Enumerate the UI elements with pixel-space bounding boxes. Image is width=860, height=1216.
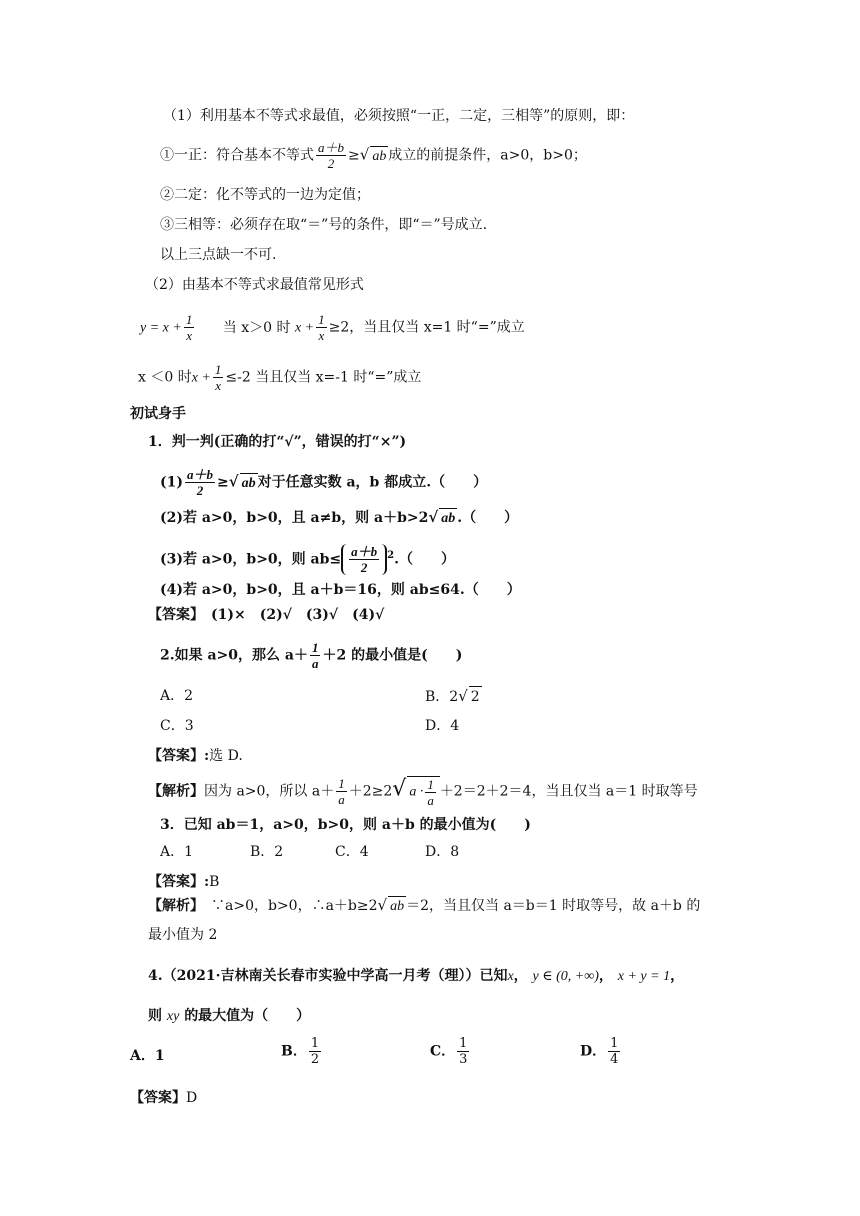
line-8 — [138, 362, 421, 393]
analysis-3-cont: 最小值为 2 — [148, 927, 218, 943]
option-4a[interactable]: A．1 — [130, 1048, 165, 1064]
line-3: ②二定：化不等式的一边为定值； — [160, 187, 370, 203]
line-2-text-a: ①一正：符合基本不等式 — [160, 147, 314, 164]
x-plus: x + — [294, 320, 315, 336]
question-1: 1．判一判(正确的打“√”，错误的打“×”) — [148, 434, 407, 450]
answer-1: 【答案】 (1)× (2)√ (3)√ (4)√ — [148, 607, 385, 623]
option-4d[interactable]: D． $\frac{1}{4}$ — [580, 1036, 619, 1067]
option-4c[interactable]: C． $\frac{1}{3}$ — [430, 1036, 468, 1067]
answer-4: 【答案】D — [130, 1090, 198, 1106]
y-equals: y = x + — [140, 320, 182, 336]
line-2-text-b: 成立的前提条件，a>0，b>0； — [388, 147, 587, 164]
line-4: ③三相等：必须存在取“＝”号的条件，即“＝”号成立. — [160, 217, 488, 233]
line-2 — [160, 140, 587, 171]
fraction-1-over-x-2: $\frac{1}{x}$ — [318, 312, 325, 343]
option-3a[interactable]: A．1 — [160, 844, 194, 860]
analysis-3: 【解析】 ∵a>0，b>0，∴a＋b≥2√ ab ＝2，当且仅当 a＝b＝1 时取等号，故 a＋b 的 — [148, 895, 700, 917]
fraction-apb-over-2: $\frac{a+b}{2}$ — [318, 140, 345, 171]
sqrt-icon: √ — [228, 472, 239, 491]
option-4b[interactable]: B． $\frac{1}{2}$ — [281, 1036, 320, 1067]
ge-sign: ≥ — [348, 147, 360, 164]
fraction-1-over-x: $\frac{1}{x}$ — [185, 312, 193, 343]
option-2d[interactable]: D．4 — [425, 718, 460, 734]
answer-2: 【答案】:选 D. — [148, 748, 243, 764]
fraction-apb-over-2-b: $\frac{a+b}{2}$ — [187, 467, 214, 498]
section-heading: 初试身手 — [130, 406, 186, 422]
question-1-1: (1) $\frac{a+b}{2}$ ≥√ ab 对于任意实数 a，b 都成立.（ ） — [160, 467, 488, 498]
question-2: 2.如果 a>0，那么 a＋ $\frac{1}{a}$ ＋2 的最小值是( ) — [160, 640, 463, 671]
option-2c[interactable]: C．3 — [160, 718, 194, 734]
answer-3: 【答案】:B — [148, 874, 220, 890]
sqrt-ab: ab — [370, 146, 388, 167]
option-2a[interactable]: A．2 — [160, 688, 194, 704]
line-7-text-b: ≥2，当且仅当 x=1 时“=”成立 — [328, 319, 525, 336]
line-6: （2）由基本不等式求最值常见形式 — [145, 277, 364, 293]
line-5: 以上三点缺一不可. — [160, 247, 277, 263]
sqrt-icon: √ — [428, 508, 439, 526]
sqrt-icon: √ — [359, 145, 370, 164]
analysis-2: 【解析】因为 a>0，所以 a＋ $\frac{1}{a}$ ＋2≥2√ a · $\frac{1}{a}$ ＋2＝2＋2＝4，当且仅当 a＝1 时取等号 — [148, 776, 698, 808]
x-plus-2: x + — [191, 370, 211, 386]
option-3d[interactable]: D．8 — [425, 844, 460, 860]
question-1-2: (2)若 a>0，b>0，且 a≠b，则 a＋b>2√ ab .（ ） — [160, 507, 518, 529]
question-3: 3．已知 ab＝1，a>0，b>0，则 a＋b 的最小值为( ) — [160, 817, 531, 833]
line-1: （1）利用基本不等式求最值，必须按照“一正，二定，三相等”的原则，即： — [163, 108, 635, 124]
option-3c[interactable]: C．4 — [335, 844, 369, 860]
question-4: 4.（2021·吉林南关长春市实验中学高一月考（理））已知x， y ∈ (0, +∞)， x + y = 1， — [148, 968, 685, 984]
option-2b[interactable]: B．2√ 2 — [425, 687, 480, 705]
line-8-text-b: ≤-2 当且仅当 x=-1 时“=”成立 — [225, 369, 422, 386]
question-1-3: (3)若 a>0，b>0，则 ab≤ $\frac{a+b}{2}$ $^2$.（ ） — [160, 544, 455, 575]
line-7-text-a: 当 x＞0 时 — [222, 319, 291, 336]
option-3b[interactable]: B．2 — [250, 844, 284, 860]
fraction-1-over-x-3: $\frac{1}{x}$ — [214, 362, 222, 393]
line-8-text-a: x ＜0 时 — [138, 369, 192, 386]
question-1-4: (4)若 a>0，b>0，且 a＋b＝16，则 ab≤64.（ ） — [160, 582, 521, 598]
question-4-cont: 则 xy 的最大值为（ ） — [148, 1008, 311, 1024]
paren-fraction: $\frac{a+b}{2}$ — [341, 544, 387, 575]
line-7 — [140, 312, 525, 343]
